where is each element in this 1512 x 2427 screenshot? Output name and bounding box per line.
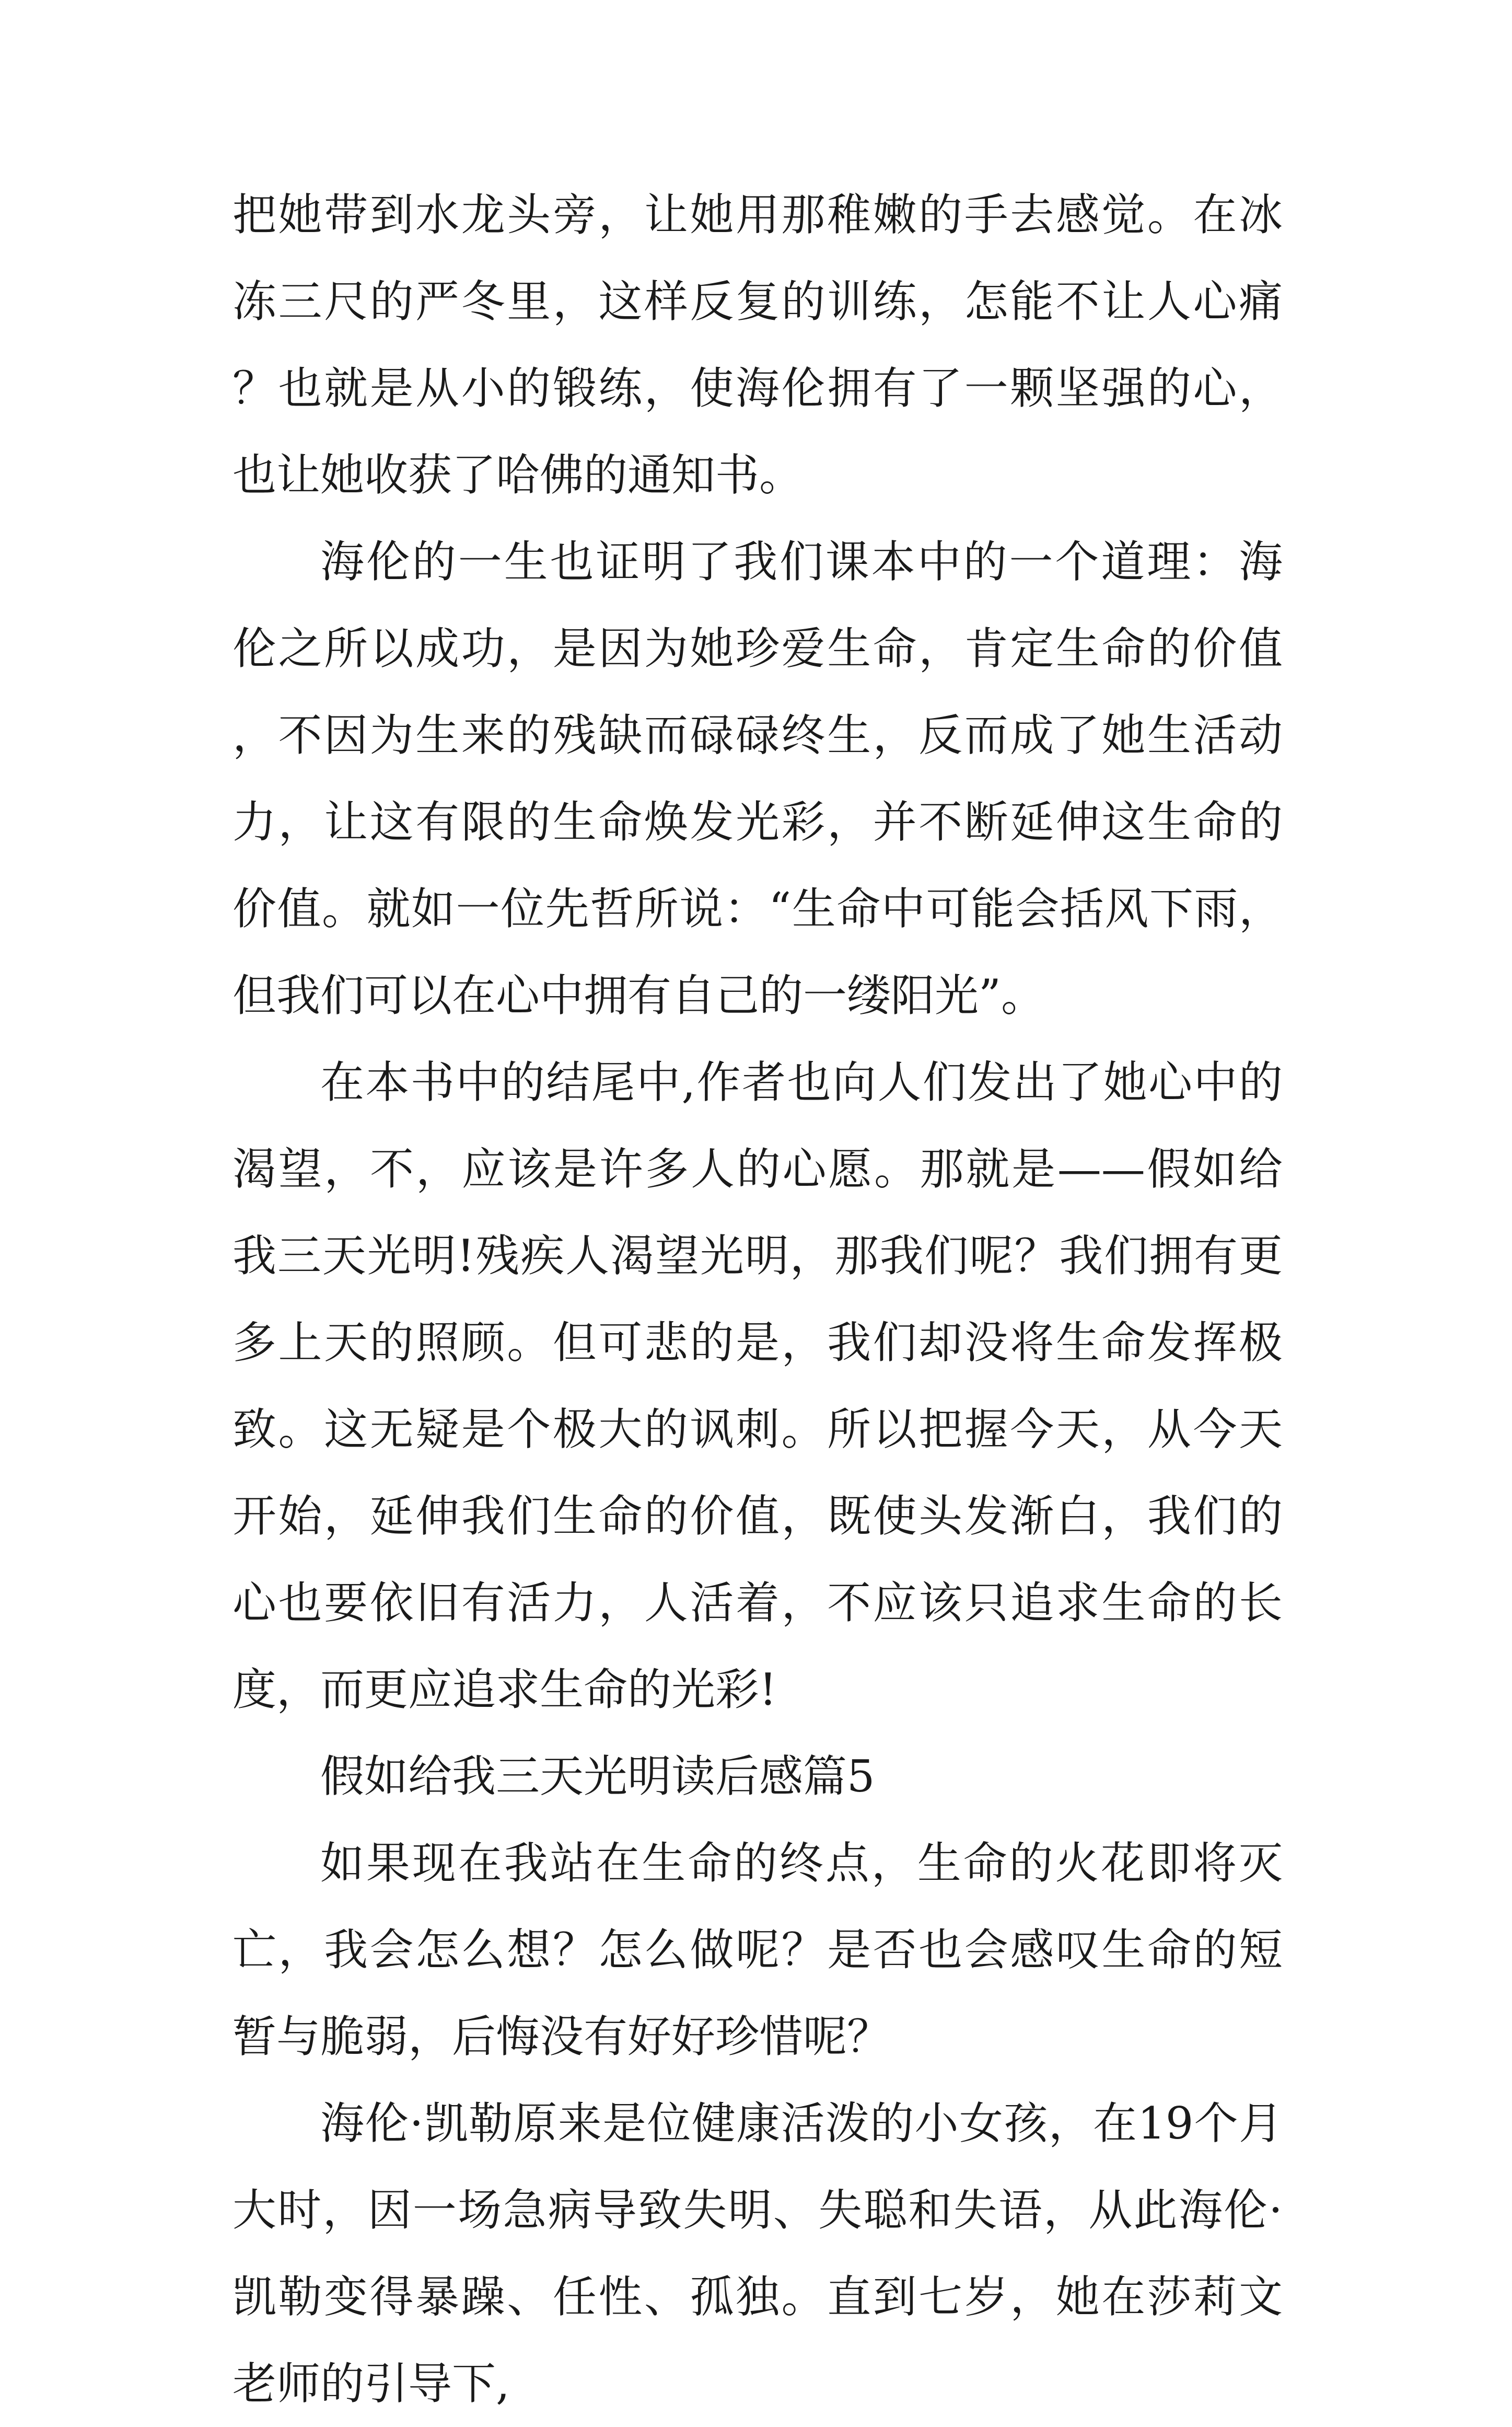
paragraph-life-lesson: 海伦的一生也证明了我们课本中的一个道理：海伦之所以成功，是因为她珍爱生命，肯定生命的价值，不因为生来的残缺而碌碌终生，反而成了她生活动力，让这有限的生命焕发光彩，并不断延伸这生命的价值。就如一位先哲所说：“生命中可能会括风下雨，但我们可以在心中拥有自己的一缕阳光”。 <box>232 536 1283 1021</box>
paragraph-helen-keller-intro: 海伦·凯勒原来是位健康活泼的小女孩，在19个月大时，因一场急病导致失明、失聪和失语，从此海伦·凯勒变得暴躁、任性、孤独。直到七岁，她在莎莉文老师的引导下, <box>232 2098 1283 2409</box>
paragraph-continuation: 把她带到水龙头旁，让她用那稚嫩的手去感觉。在冰冻三尺的严冬里，这样反复的训练，怎能不让人心痛？也就是从小的锻练，使海伦拥有了一颗坚强的心，也让她收获了哈佛的通知书。 <box>232 189 1283 501</box>
document-body <box>232 171 1283 2427</box>
paragraph-book-ending: 在本书中的结尾中,作者也向人们发出了她心中的渴望，不，应该是许多人的心愿。那就是——假如给我三天光明!残疾人渴望光明，那我们呢？我们拥有更多上天的照顾。但可悲的是，我们却没将生命发挥极致。这无疑是个极大的讽刺。所以把握今天，从今天开始，延伸我们生命的价值，既使头发渐白，我们的心也要依旧有活力，人活着，不应该只追求生命的长度，而更应追求生命的光彩! <box>232 1057 1283 1715</box>
section-heading: 假如给我三天光明读后感篇5 <box>320 1751 875 1802</box>
paragraph-end-of-life: 如果现在我站在生命的终点，生命的火花即将灭亡，我会怎么想？怎么做呢？是否也会感叹生命的短暂与脆弱，后悔没有好好珍惜呢？ <box>232 1837 1283 2062</box>
